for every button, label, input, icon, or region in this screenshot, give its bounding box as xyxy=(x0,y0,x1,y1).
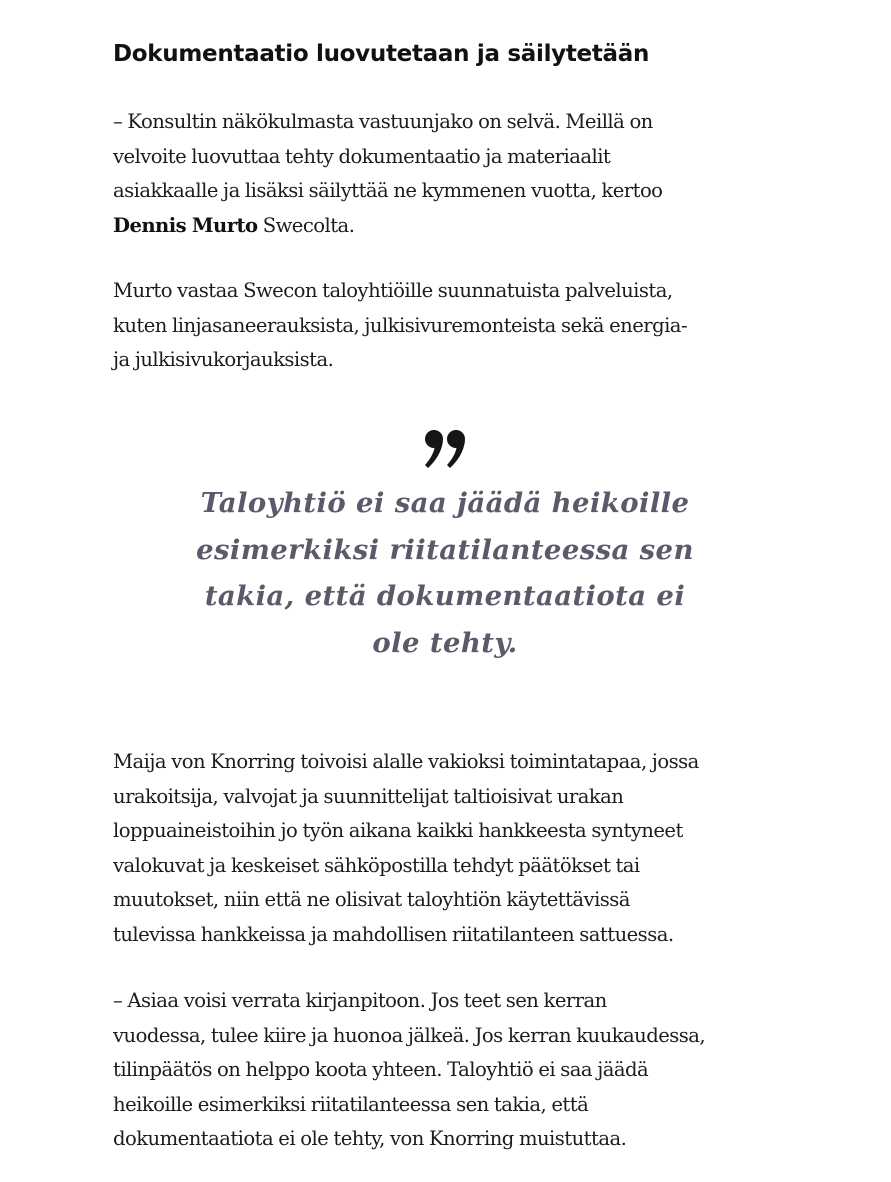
text-line: valokuvat ja keskeiset sähköpostilla tehdyt päätökset tai xyxy=(113,853,640,877)
text-line: heikoille esimerkiksi riitatilanteessa sen takia, että xyxy=(113,1092,589,1116)
pull-quote-line: Taloyhtiö ei saa jäädä heikoille xyxy=(200,487,690,519)
pull-quote-line: ole tehty. xyxy=(372,626,518,659)
text-line: – Asiaa voisi verrata kirjanpitoon. Jos teet sen kerran xyxy=(113,989,607,1012)
text-line xyxy=(113,209,773,244)
text-line: loppuaineistoihin jo työn aikana kaikki hankkeesta syntyneet xyxy=(113,819,683,843)
paragraph-practice xyxy=(113,745,773,953)
text-line: tilinpäätös on helppo koota yhteen. Taloyhtiö ei saa jäädä xyxy=(113,1058,649,1082)
paragraph-consultant-quote xyxy=(113,105,773,243)
pull-quote xyxy=(150,480,740,666)
text-line: vuodessa, tulee kiire ja huonoa jälkeä. Jos kerran kuukaudessa, xyxy=(113,1023,706,1047)
text-fragment: Swecolta. xyxy=(257,213,355,237)
pull-quote-line: takia, että dokumentaatiota ei xyxy=(204,580,686,612)
quote-mark-icon xyxy=(424,428,468,474)
text-line: kuten linjasaneerauksista, julkisivuremonteista sekä energia- xyxy=(113,313,688,337)
paragraph-responsibilities xyxy=(113,274,773,378)
person-name: Dennis Murto xyxy=(113,213,258,237)
section-heading: Dokumentaatio luovutetaan ja säilytetään xyxy=(113,41,650,67)
text-line: muutokset, niin että ne olisivat taloyhtiön käytettävissä xyxy=(113,888,630,912)
text-line: Maija von Knorring toivoisi alalle vakioksi toimintatapaa, jossa xyxy=(113,750,699,773)
text-line: ja julkisivukorjauksista. xyxy=(113,348,334,372)
text-line: velvoite luovuttaa tehty dokumentaatio ja materiaalit xyxy=(113,144,611,168)
text-line: Murto vastaa Swecon taloyhtiöille suunnatuista palveluista, xyxy=(113,279,673,302)
text-line: tulevissa hankkeissa ja mahdollisen riitatilanteen sattuessa. xyxy=(113,922,674,946)
paragraph-bookkeeping xyxy=(113,984,773,1157)
text-line: urakoitsija, valvojat ja suunnittelijat taltioisivat urakan xyxy=(113,784,624,808)
text-line: asiakkaalle ja lisäksi säilyttää ne kymmenen vuotta, kertoo xyxy=(113,179,663,203)
text-line: dokumentaatiota ei ole tehty, von Knorring muistuttaa. xyxy=(113,1127,627,1151)
text-line: – Konsultin näkökulmasta vastuunjako on selvä. Meillä on xyxy=(113,110,653,133)
pull-quote-line: esimerkiksi riitatilanteessa sen xyxy=(196,533,694,566)
